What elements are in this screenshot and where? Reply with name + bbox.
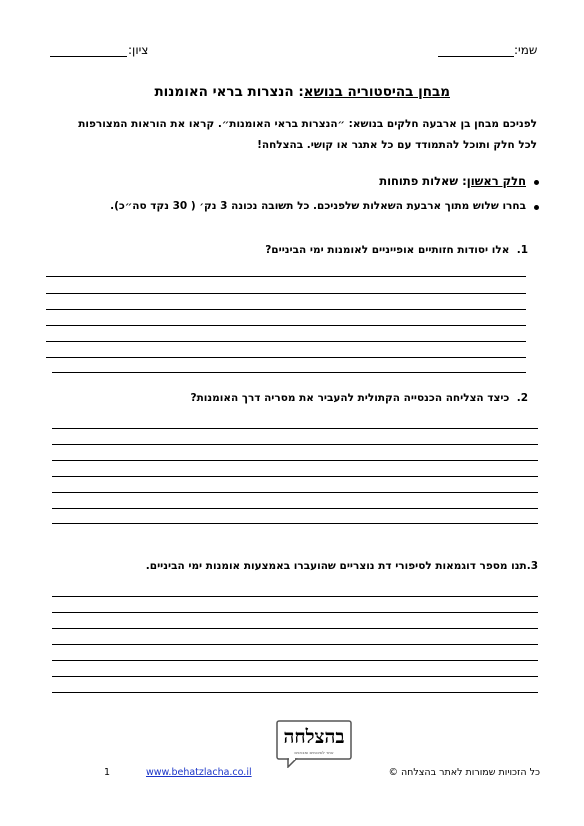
name-label: שמי: [514,43,538,57]
section-heading [200,174,526,188]
answer-line[interactable] [52,628,538,629]
answer-line[interactable] [46,293,526,294]
answer-line[interactable] [52,372,526,373]
copyright-text: כל הזכויות שמורות לאתר בהצלחה © [388,767,540,778]
answer-line[interactable] [46,309,526,310]
answer-line[interactable] [52,428,538,429]
answer-line[interactable] [52,660,538,661]
intro-line-2: לכל חלק ותוכל להתמודד עם כל אתגר או קושי. בהצלחה! [257,139,537,151]
title-prefix: מבחן בהיסטוריה בנושא [303,84,450,100]
answer-line[interactable] [46,341,526,342]
behatzlacha-logo [276,720,352,768]
answer-line[interactable] [52,492,538,493]
bullet-icon [534,180,539,185]
answer-line[interactable] [52,508,538,509]
question-number: 2. [516,392,528,404]
answer-line[interactable] [46,325,526,326]
question-2 [100,392,528,404]
answer-line[interactable] [52,692,538,693]
section-label: חלק ראשון [466,174,526,188]
question-number: 3. [526,560,538,572]
question-3 [60,560,538,572]
answer-line[interactable] [52,596,538,597]
bullet-icon [534,205,539,210]
question-number: 1. [516,244,528,256]
site-link[interactable]: www.behatzlacha.co.il [146,767,252,778]
answer-line[interactable] [46,276,526,277]
question-text: כיצד הצליחה הכנסייה הקתולית להעביר את מסריה דרך האומנות? [190,392,510,404]
instruction-text: בחרו שלוש מתוך ארבעת השאלות שלפניכם. כל תשובה נכונה 3 נק׳ ( 30 נקד סה״כ). [110,200,526,212]
grade-label: ציון: [128,43,149,57]
title-suffix: : הנצרות בראי האומנות [154,84,304,100]
question-text: תנו מספר דוגמאות לסיפורי דת נוצריים שהועברו באמצעות אומנות ימי הביניים. [145,560,527,572]
intro-line-1: לפניכם מבחן בן ארבעה חלקים בנושא: ״הנצרות בראי האומנות״. קראו את הוראות המצורפות [78,118,537,130]
answer-line[interactable] [52,444,538,445]
question-1 [150,244,528,256]
answer-line[interactable] [52,460,538,461]
section-rest: : שאלות פתוחות [379,174,467,188]
question-text: אלו יסודות חזותיים אופייניים לאומנות ימי הביניים? [265,244,510,256]
answer-line[interactable] [52,644,538,645]
answer-line[interactable] [46,357,526,358]
grade-field-line[interactable] [50,56,127,57]
page-number: 1 [104,767,111,778]
answer-line[interactable] [52,612,538,613]
answer-line[interactable] [52,476,538,477]
logo-text: בהצלחה [283,726,345,748]
logo-subtext: אתר לסיכומים ומבחנים [294,750,334,755]
page-title [100,84,450,100]
answer-line[interactable] [52,523,538,524]
name-field-line[interactable] [438,56,514,57]
answer-line[interactable] [52,676,538,677]
